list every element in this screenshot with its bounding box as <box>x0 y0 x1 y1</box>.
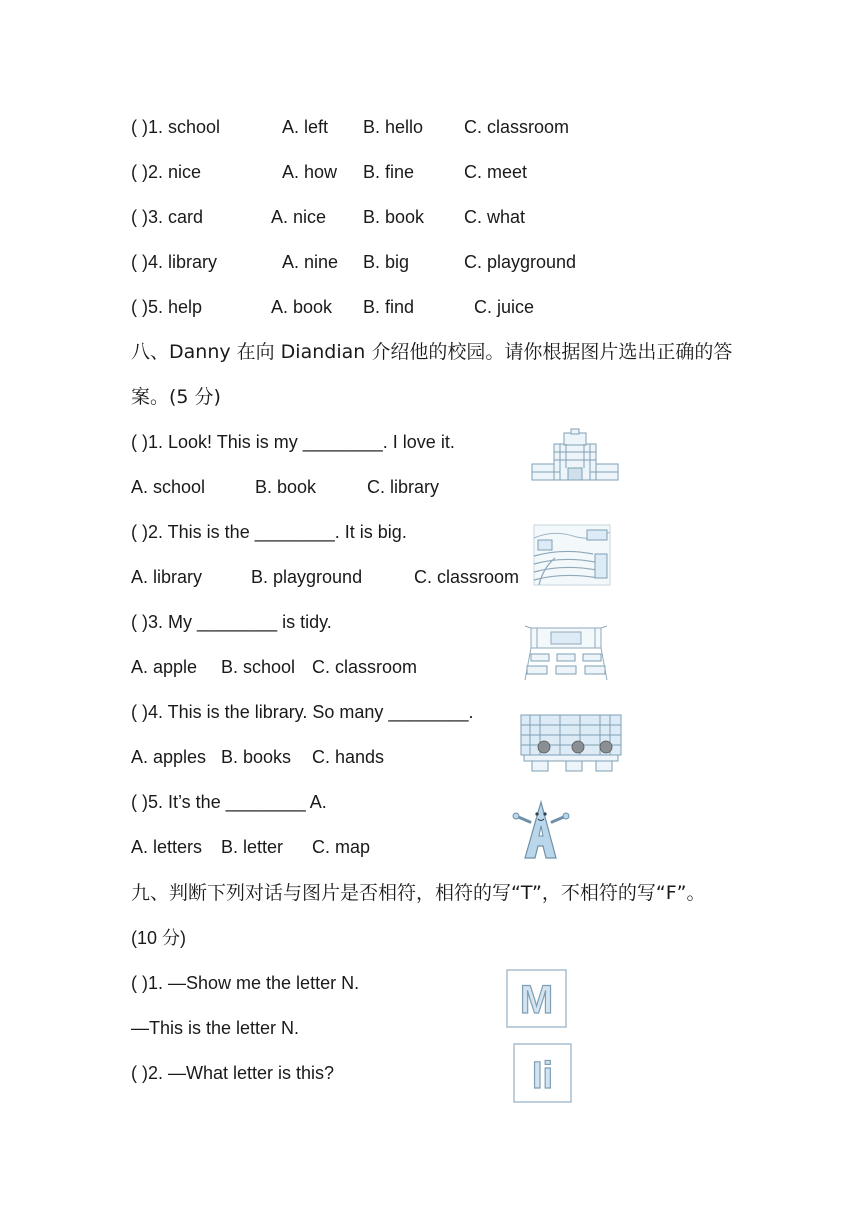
vocab-stem: ( )4. library <box>131 252 218 272</box>
option-b: B. fine <box>363 162 415 182</box>
question-stem: ( )3. My ________ is tidy. <box>131 612 332 632</box>
option-a: A. school <box>131 477 206 497</box>
option-a: A. book <box>271 297 333 317</box>
option-c: C. library <box>367 477 440 497</box>
section-9-heading: 九、判断下列对话与图片是否相符，相符的写“T”，不相符的写“F”。 <box>131 882 706 904</box>
option-c: C. juice <box>474 297 535 317</box>
option-a: A. left <box>282 117 329 137</box>
option-b: B. hello <box>363 117 424 137</box>
option-b: B. book <box>363 207 425 227</box>
option-c: C. hands <box>312 747 385 767</box>
option-a: A. apples <box>131 747 207 767</box>
option-c: C. meet <box>464 162 528 182</box>
option-b: B. big <box>363 252 410 272</box>
option-a: A. how <box>282 162 338 182</box>
option-a: A. letters <box>131 837 203 857</box>
vocab-stem: ( )3. card <box>131 207 204 227</box>
classroom-icon <box>523 624 609 682</box>
question-stem: ( )1. Look! This is my ________. I love it. <box>131 432 455 452</box>
question-stem: ( )2. —What letter is this? <box>131 1063 335 1083</box>
vocab-stem: ( )5. help <box>131 297 203 317</box>
option-c: C. what <box>464 207 526 227</box>
option-a: A. library <box>131 567 203 587</box>
question-stem: ( )1. —Show me the letter N. <box>131 973 360 993</box>
vocab-stem: ( )2. nice <box>131 162 202 182</box>
vocab-stem: ( )1. school <box>131 117 221 137</box>
option-b: B. school <box>221 657 296 677</box>
card-letter-i: Ii <box>531 1055 554 1097</box>
option-c: C. classroom <box>464 117 570 137</box>
card-letter-m: M <box>519 978 554 1022</box>
option-b: B. find <box>363 297 415 317</box>
option-b: B. letter <box>221 837 284 857</box>
option-a: A. apple <box>131 657 198 677</box>
library-icon <box>520 714 622 772</box>
option-c: C. classroom <box>414 567 520 587</box>
letter-card-i <box>513 1043 572 1103</box>
section-8-heading-cont: 案。(5 分) <box>131 386 221 408</box>
option-a: A. nice <box>271 207 327 227</box>
option-b: B. books <box>221 747 292 767</box>
letter-card-m <box>506 969 567 1028</box>
question-stem: ( )4. This is the library. So many ________. <box>131 702 474 722</box>
option-b: B. playground <box>251 567 363 587</box>
option-c: C. map <box>312 837 371 857</box>
option-a: A. nine <box>282 252 339 272</box>
option-c: C. classroom <box>312 657 418 677</box>
section-9-heading-cont: (10 分) <box>131 928 187 948</box>
school-building-icon <box>530 428 620 482</box>
question-response: —This is the letter N. <box>131 1018 300 1038</box>
section-8-heading: 八、Danny 在向 Diandian 介绍他的校园。请你根据图片选出正确的答 <box>131 341 733 363</box>
letter-a-character-icon <box>512 800 570 860</box>
option-c: C. playground <box>464 252 577 272</box>
question-stem: ( )5. It’s the ________ A. <box>131 792 327 812</box>
playground-icon <box>533 524 611 586</box>
option-b: B. book <box>255 477 317 497</box>
question-stem: ( )2. This is the ________. It is big. <box>131 522 407 542</box>
